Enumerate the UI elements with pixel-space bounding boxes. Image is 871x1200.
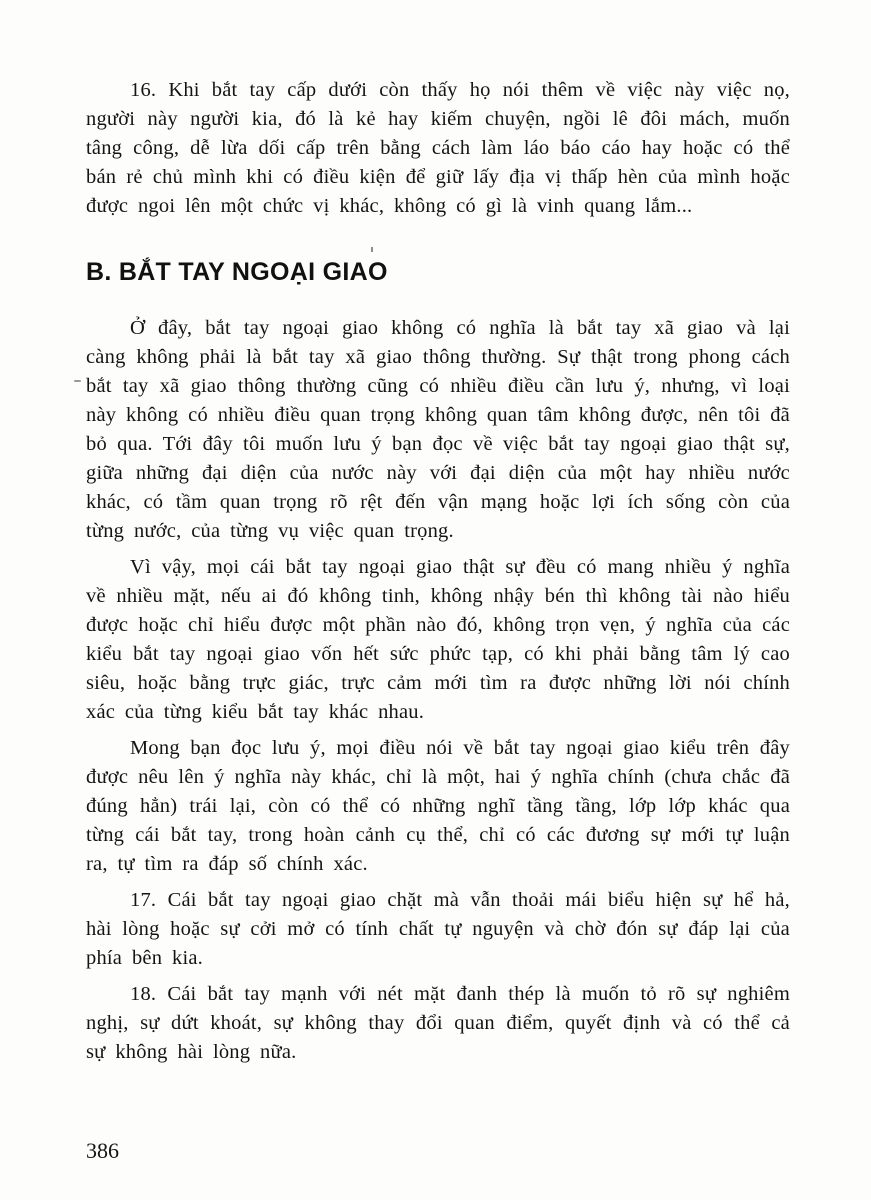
paragraph-16: 16. Khi bắt tay cấp dưới còn thấy họ nói thêm về việc này việc nọ, người này người kia, đó là kẻ hay kiếm chuyện, ngồi lê đôi mách, muốn tâng công, dễ lừa dối cấp trên bằng cách làm láo báo cáo hay hoặc có thể bán rẻ chủ mình khi có điều kiện để giữ lấy địa vị thấp hèn của mình hoặc được ngoi lên một chức vị khác, không có gì là vinh quang lắm...: [86, 79, 790, 217]
paragraph-18: 18. Cái bắt tay mạnh với nét mặt đanh thép là muốn tỏ rõ sự nghiêm nghị, sự dứt khoát, sự không thay đổi quan điểm, quyết định và có thể cả sự không hài lòng nữa.: [86, 983, 790, 1063]
page-number: 386: [86, 1138, 119, 1163]
section-heading: B. BẮT TAY NGOẠI GIAO: [86, 258, 388, 286]
paragraph-mong-ban-doc: Mong bạn đọc lưu ý, mọi điều nói về bắt tay ngoại giao kiểu trên đây được nêu lên ý nghĩa này khác, chỉ là một, hai ý nghĩa chính (chưa chắc đã đúng hẳn) trái lại, còn có thể có những nghĩ tầng tầng, lớp lớp khác qua từng cái bắt tay, trong hoàn cảnh cụ thể, chỉ có các đương sự mới tự luận ra, tự tìm ra đáp số chính xác.: [86, 737, 790, 875]
scan-artifact-mark: [371, 247, 373, 252]
paragraph-vi-vay: Vì vậy, mọi cái bắt tay ngoại giao thật sự đều có mang nhiều ý nghĩa về nhiều mặt, nếu ai đó không tinh, không nhậy bén thì không tài nào hiểu được hoặc chỉ hiểu được một phần nào đó, không trọn vẹn, ý nghĩa của các kiểu bắt tay ngoại giao vốn hết sức phức tạp, có khi phải bằng tâm lý cao siêu, hoặc bằng trực giác, trực cảm mới tìm ra được những lời nói chính xác của từng kiểu bắt tay khác nhau.: [86, 556, 790, 723]
paragraph-intro: Ở đây, bắt tay ngoại giao không có nghĩa là bắt tay xã giao và lại càng không phải là bắt tay xã giao thông thường. Sự thật trong phong cách bắt tay xã giao thông thường cũng có nhiều điều cần lưu ý, nhưng, vì loại này không có nhiều điều quan trọng không quan tâm không được, nên tôi đã bỏ qua. Tới đây tôi muốn lưu ý bạn đọc về việc bắt tay ngoại giao thật sự, giữa những đại diện của nước này với đại diện của một hay nhiều nước khác, có tầm quan trọng rõ rệt đến vận mạng hoặc lợi ích sống còn của từng nước, của từng vụ việc quan trọng.: [86, 317, 790, 542]
paragraph-17: 17. Cái bắt tay ngoại giao chặt mà vẫn thoải mái biểu hiện sự hể hả, hài lòng hoặc sự cởi mở có tính chất tự nguyện và chờ đón sự đáp lại của phía bên kia.: [86, 889, 790, 969]
page-text-block: [86, 76, 790, 1067]
scan-artifact-mark: [74, 380, 81, 382]
